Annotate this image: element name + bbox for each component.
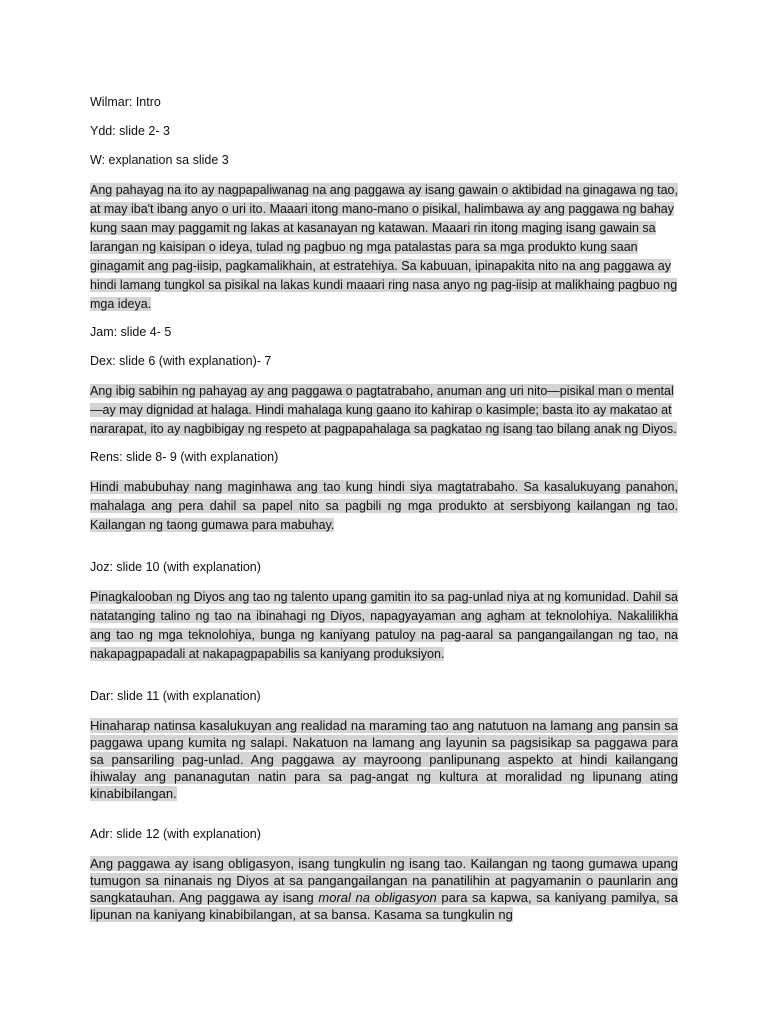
highlighted-text: Ang pahayag na ito ay nagpapaliwanag na ang paggawa ay isang gawain o aktibidad na ginagawa ng tao, at may iba't ibang anyo o uri ito. Maaari itong mano-mano o pisikal, halimbawa ay ang paggawa ng bahay kung saan may paggamit ng lakas at kasanayan ng katawan. Maaari rin itong maging isang gawain sa larangan ng kaisipan o ideya, tulad ng pagbuo ng mga patalastas para sa mga produkto kung saan ginagamit ang pag-iisip, pagkamalikhain, at estratehiya. Sa kabuuan, ipinapakita nito na ang paggawa ay hindi lamang tungkol sa pisikal na lakas kundi maaari ring nasa anyo ng pag-iisip at malikhaing pagbuo ng mga ideya. xyxy=(90,183,678,311)
paragraph-mabuhay xyxy=(90,478,678,535)
highlighted-text: Hinaharap natinsa kasalukuyan ang realidad na maraming tao ang natutuon na lamang ang pansin sa paggawa upang kumita ng salapi. Nakatuon na lamang ang layunin sa pagsisikap sa paggawa para sa pansariling pag-unlad. Ang paggawa ay mayroong panlipunang aspekto at hindi kailangang ihiwalay ang pananagutan natin para sa pag-angat ng kultura at moralidad ng lipunang ating kinabibilangan. xyxy=(90,718,678,801)
assignment-line-w: W: explanation sa slide 3 xyxy=(90,153,229,167)
assignment-line-rens: Rens: slide 8- 9 (with explanation) xyxy=(90,450,279,464)
blank-line xyxy=(90,812,678,826)
assignment-line-jam: Jam: slide 4- 5 xyxy=(90,325,172,339)
assignment-line-joz: Joz: slide 10 (with explanation) xyxy=(90,560,261,574)
paragraph-part: para sa kapwa, sa kaniyang pamilya, sa lipunan na kaniyang kinabibilangan, at sa bansa. Kasama sa tungkulin ng xyxy=(90,890,678,922)
assignment-line-dex: Dex: slide 6 (with explanation)- 7 xyxy=(90,354,272,368)
paragraph-panlipunang-aspekto xyxy=(90,717,678,802)
paragraph-obligasyon xyxy=(90,855,678,923)
highlighted-text: Pinagkalooban ng Diyos ang tao ng talento upang gamitin ito sa pag-unlad niya at ng komunidad. Dahil sa natatanging talino ng tao na ibinahagi ng Diyos, napagyayaman ang agham at teknolohiya. Nakalilikha ang tao ng mga teknolohiya, bunga ng kaniyang patuloy na pag-aaral sa pangangailangan ng tao, na nakapagpapadali at nakapagpapabilis sa kaniyang produksiyon. xyxy=(90,590,678,661)
paragraph-paggawa-anyo xyxy=(90,181,678,314)
document-page xyxy=(90,94,678,933)
assignment-line-dar: Dar: slide 11 (with explanation) xyxy=(90,689,261,703)
assignment-line-adr: Adr: slide 12 (with explanation) xyxy=(90,827,261,841)
highlighted-text: Hindi mabubuhay nang maginhawa ang tao kung hindi siya magtatrabaho. Sa kasalukuyang panahon, mahalaga ang pera dahil sa papel nito sa pagbili ng mga produkto at sersbiyong kailangan ng tao. Kailangan ng taong gumawa para mabuhay. xyxy=(90,480,678,532)
paragraph-talento xyxy=(90,588,678,664)
italic-phrase: moral na obligasyon xyxy=(318,890,437,905)
blank-line xyxy=(90,674,678,688)
paragraph-part: Ang paggawa ay isang obligasyon, isang tungkulin ng isang tao. Kailangan ng taong gumawa upang tumugon sa ninanais ng Diyos at sa pangangailangan na panatilihin at pagyamanin o paunlarin ang sangkatauhan. Ang paggawa ay isang xyxy=(90,856,678,905)
paragraph-dignidad xyxy=(90,382,678,439)
assignment-line-ydd: Ydd: slide 2- 3 xyxy=(90,124,170,138)
highlighted-text xyxy=(90,856,678,922)
highlighted-text: Ang ibig sabihin ng pahayag ay ang paggawa o pagtatrabaho, anuman ang uri nito—pisikal man o mental—ay may dignidad at halaga. Hindi mahalaga kung gaano ito kahirap o kasimple; basta ito ay makatao at nararapat, ito ay nagbibigay ng respeto at pagpapahalaga sa pagkatao ng isang tao bilang anak ng Diyos. xyxy=(90,384,677,436)
assignment-line-intro: Wilmar: Intro xyxy=(90,95,161,109)
blank-line xyxy=(90,545,678,559)
